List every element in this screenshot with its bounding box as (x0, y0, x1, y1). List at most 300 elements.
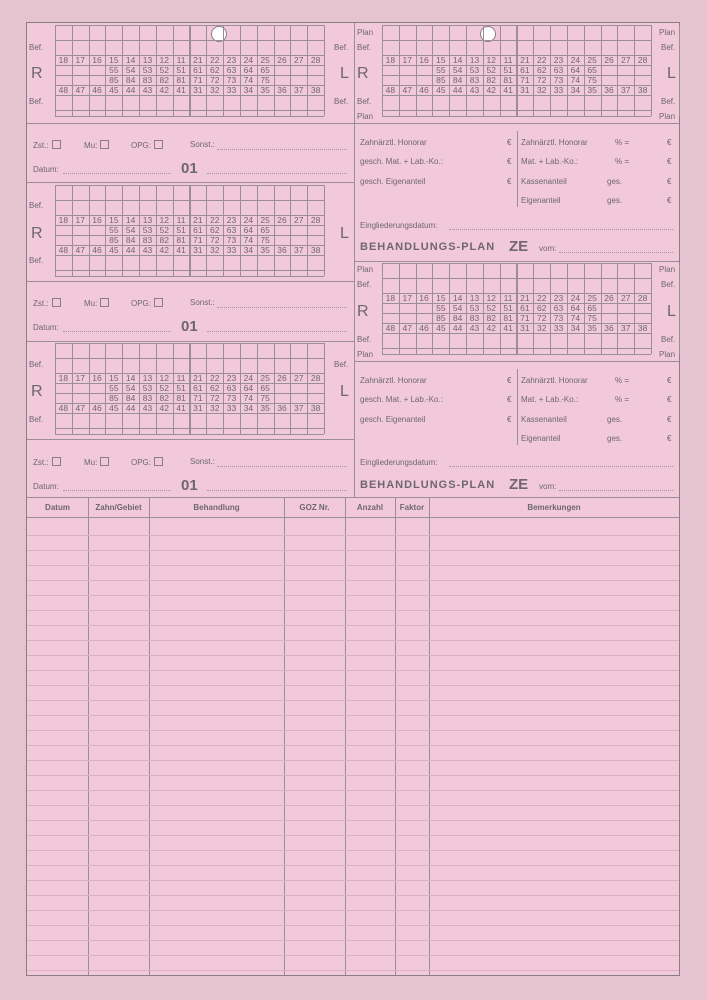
tooth-number[interactable]: 14 (125, 55, 136, 65)
tooth-number[interactable]: 71 (193, 75, 203, 85)
table-row[interactable] (27, 955, 679, 956)
tooth-number[interactable]: 62 (209, 383, 220, 393)
tooth-number[interactable]: 84 (452, 75, 463, 85)
tooth-number[interactable]: 52 (159, 225, 170, 235)
tooth-number[interactable]: 61 (193, 383, 203, 393)
tooth-number[interactable]: 31 (520, 85, 530, 95)
tooth-number[interactable]: 32 (536, 85, 547, 95)
tooth-number[interactable]: 65 (260, 65, 270, 75)
tooth-number[interactable]: 24 (243, 373, 254, 383)
tooth-number[interactable]: 51 (176, 383, 186, 393)
tooth-number[interactable]: 11 (176, 373, 186, 383)
tooth-number[interactable]: 44 (125, 403, 136, 413)
tooth-number[interactable]: 84 (125, 235, 136, 245)
tooth-number[interactable]: 15 (109, 55, 119, 65)
tooth-number[interactable]: 55 (436, 65, 446, 75)
tooth-number[interactable]: 71 (193, 235, 203, 245)
tooth-number[interactable]: 36 (277, 85, 287, 95)
tooth-number[interactable]: 43 (142, 403, 153, 413)
tooth-number[interactable]: 71 (193, 393, 203, 403)
tooth-number[interactable]: 81 (503, 313, 513, 323)
tooth-number[interactable]: 63 (553, 65, 564, 75)
tooth-number[interactable]: 16 (419, 55, 429, 65)
table-row[interactable] (27, 895, 679, 896)
tooth-number[interactable]: 85 (436, 75, 446, 85)
tooth-number[interactable]: 34 (243, 245, 254, 255)
tooth-number[interactable]: 15 (436, 293, 446, 303)
tooth-number[interactable]: 65 (587, 303, 597, 313)
tooth-number[interactable]: 63 (553, 303, 564, 313)
tooth-number[interactable]: 27 (621, 55, 631, 65)
tooth-number[interactable]: 73 (226, 75, 237, 85)
tooth-number[interactable]: 46 (92, 403, 102, 413)
tooth-number[interactable]: 35 (260, 245, 270, 255)
tooth-number[interactable]: 45 (109, 85, 119, 95)
tooth-number[interactable]: 41 (503, 323, 513, 333)
tooth-number[interactable]: 31 (520, 323, 530, 333)
tooth-number[interactable]: 48 (385, 323, 396, 333)
tooth-number[interactable]: 51 (503, 303, 513, 313)
tooth-number[interactable]: 33 (553, 85, 564, 95)
tooth-number[interactable]: 38 (310, 85, 321, 95)
tooth-number[interactable]: 18 (385, 55, 396, 65)
tooth-number[interactable]: 27 (621, 293, 631, 303)
table-row[interactable] (27, 640, 679, 641)
column-header-datum: Datum (45, 503, 70, 512)
tooth-number[interactable]: 12 (486, 293, 497, 303)
opg-checkbox[interactable] (154, 457, 163, 466)
tooth-number[interactable]: 61 (520, 65, 530, 75)
tooth-number[interactable]: 47 (75, 85, 85, 95)
tooth-number[interactable]: 13 (469, 55, 480, 65)
tooth-number[interactable]: 34 (570, 85, 581, 95)
tooth-number[interactable]: 25 (260, 55, 270, 65)
tooth-number[interactable]: 46 (92, 85, 102, 95)
tooth-number[interactable]: 12 (159, 215, 170, 225)
tooth-number[interactable]: 83 (469, 75, 480, 85)
tooth-number[interactable]: 55 (109, 65, 119, 75)
tooth-number[interactable]: 48 (58, 245, 69, 255)
table-row[interactable] (27, 805, 679, 806)
tooth-number[interactable]: 84 (125, 75, 136, 85)
tooth-number[interactable]: 48 (58, 85, 69, 95)
table-row[interactable] (27, 550, 679, 551)
tooth-number[interactable]: 45 (436, 323, 446, 333)
tooth-number[interactable]: 54 (125, 383, 136, 393)
tooth-number[interactable]: 48 (58, 403, 69, 413)
tooth-number[interactable]: 16 (92, 55, 102, 65)
tooth-number[interactable]: 44 (452, 323, 463, 333)
tooth-number[interactable]: 18 (58, 215, 69, 225)
table-row[interactable] (27, 925, 679, 926)
tooth-number[interactable]: 36 (604, 323, 614, 333)
tooth-number[interactable]: 11 (176, 215, 186, 225)
tooth-number[interactable]: 32 (536, 323, 547, 333)
tooth-number[interactable]: 43 (469, 85, 480, 95)
tooth-number[interactable]: 41 (176, 403, 186, 413)
tooth-number[interactable]: 16 (92, 373, 102, 383)
tooth-number[interactable]: 15 (436, 55, 446, 65)
tooth-number[interactable]: 75 (260, 235, 270, 245)
tooth-number[interactable]: 26 (277, 55, 287, 65)
tooth-number[interactable]: 41 (176, 245, 186, 255)
tooth-number[interactable]: 75 (587, 313, 597, 323)
tooth-number[interactable]: 73 (553, 313, 564, 323)
tooth-number[interactable]: 81 (176, 75, 186, 85)
tooth-number[interactable]: 65 (260, 383, 270, 393)
tooth-number[interactable]: 26 (277, 215, 287, 225)
tooth-number[interactable]: 21 (193, 373, 203, 383)
tooth-number[interactable]: 74 (570, 313, 581, 323)
tooth-number[interactable]: 54 (125, 65, 136, 75)
tooth-number[interactable]: 72 (209, 393, 220, 403)
tooth-number[interactable]: 22 (536, 55, 547, 65)
tooth-number[interactable]: 37 (294, 245, 304, 255)
tooth-number[interactable]: 72 (536, 313, 547, 323)
tooth-number[interactable]: 71 (520, 313, 530, 323)
tooth-number[interactable]: 31 (193, 85, 203, 95)
tooth-number[interactable]: 33 (226, 85, 237, 95)
tooth-number[interactable]: 82 (486, 75, 497, 85)
tooth-number[interactable]: 46 (92, 245, 102, 255)
tooth-number[interactable]: 17 (75, 215, 85, 225)
tooth-number[interactable]: 28 (310, 55, 321, 65)
tooth-number[interactable]: 33 (226, 245, 237, 255)
tooth-number[interactable]: 71 (520, 75, 530, 85)
tooth-number[interactable]: 34 (243, 85, 254, 95)
tooth-number[interactable]: 84 (125, 393, 136, 403)
tooth-number[interactable]: 42 (486, 323, 497, 333)
table-row[interactable] (27, 910, 679, 911)
tooth-number[interactable]: 55 (109, 383, 119, 393)
tooth-number[interactable]: 16 (92, 215, 102, 225)
tooth-number[interactable]: 17 (75, 55, 85, 65)
tooth-number[interactable]: 28 (310, 215, 321, 225)
tooth-number[interactable]: 62 (209, 65, 220, 75)
tooth-number[interactable]: 26 (277, 373, 287, 383)
tooth-number[interactable]: 22 (209, 215, 220, 225)
tooth-number[interactable]: 64 (243, 225, 254, 235)
tooth-number[interactable]: 42 (159, 85, 170, 95)
tooth-number[interactable]: 85 (109, 75, 119, 85)
tooth-number[interactable]: 14 (125, 215, 136, 225)
tooth-number[interactable]: 28 (310, 373, 321, 383)
tooth-number[interactable]: 34 (570, 323, 581, 333)
tooth-number[interactable]: 46 (419, 323, 429, 333)
tooth-number[interactable]: 35 (587, 85, 597, 95)
tooth-number[interactable]: 63 (226, 383, 237, 393)
tooth-number[interactable]: 28 (637, 55, 648, 65)
tooth-number[interactable]: 61 (520, 303, 530, 313)
tooth-number[interactable]: 64 (243, 65, 254, 75)
tooth-number[interactable]: 23 (226, 373, 237, 383)
zst-checkbox[interactable] (52, 140, 61, 149)
tooth-number[interactable]: 72 (536, 75, 547, 85)
tooth-number[interactable]: 82 (159, 393, 170, 403)
tooth-number[interactable]: 52 (159, 65, 170, 75)
tooth-number[interactable]: 64 (570, 65, 581, 75)
tooth-number[interactable]: 24 (570, 293, 581, 303)
table-row[interactable] (27, 730, 679, 731)
tooth-number[interactable]: 33 (226, 403, 237, 413)
table-row[interactable] (27, 595, 679, 596)
tooth-number[interactable]: 51 (503, 65, 513, 75)
tooth-number[interactable]: 34 (243, 403, 254, 413)
tooth-number[interactable]: 51 (176, 225, 186, 235)
tooth-number[interactable]: 83 (142, 393, 153, 403)
tooth-number[interactable]: 27 (294, 373, 304, 383)
tooth-number[interactable]: 73 (553, 75, 564, 85)
tooth-number[interactable]: 35 (260, 403, 270, 413)
tooth-number[interactable]: 55 (109, 225, 119, 235)
tooth-number[interactable]: 14 (452, 293, 463, 303)
table-row[interactable] (27, 655, 679, 656)
tooth-number[interactable]: 63 (226, 225, 237, 235)
tooth-number[interactable]: 47 (402, 323, 412, 333)
tooth-number[interactable]: 45 (109, 403, 119, 413)
tooth-number[interactable]: 51 (176, 65, 186, 75)
tooth-number[interactable]: 24 (243, 215, 254, 225)
tooth-number[interactable]: 25 (587, 293, 597, 303)
tooth-number[interactable]: 37 (294, 85, 304, 95)
tooth-number[interactable]: 43 (469, 323, 480, 333)
tooth-number[interactable]: 55 (436, 303, 446, 313)
tooth-number[interactable]: 21 (520, 293, 530, 303)
table-row[interactable] (27, 610, 679, 611)
tooth-number[interactable]: 75 (587, 75, 597, 85)
tooth-number[interactable]: 12 (159, 373, 170, 383)
tooth-number[interactable]: 17 (402, 293, 412, 303)
tooth-number[interactable]: 18 (385, 293, 396, 303)
tooth-number[interactable]: 45 (109, 245, 119, 255)
tooth-number[interactable]: 32 (209, 85, 220, 95)
tooth-number[interactable]: 61 (193, 65, 203, 75)
tooth-number[interactable]: 42 (486, 85, 497, 95)
tooth-number[interactable]: 11 (176, 55, 186, 65)
tooth-number[interactable]: 47 (75, 403, 85, 413)
table-row[interactable] (27, 835, 679, 836)
tooth-number[interactable]: 83 (142, 235, 153, 245)
tooth-number[interactable]: 54 (125, 225, 136, 235)
tooth-number[interactable]: 13 (142, 373, 153, 383)
tooth-number[interactable]: 75 (260, 75, 270, 85)
table-row[interactable] (27, 940, 679, 941)
tooth-number[interactable]: 18 (58, 55, 69, 65)
table-row[interactable] (27, 850, 679, 851)
tooth-number[interactable]: 85 (109, 235, 119, 245)
tooth-number[interactable]: 33 (553, 323, 564, 333)
tooth-number[interactable]: 52 (159, 383, 170, 393)
tooth-number[interactable]: 82 (486, 313, 497, 323)
tooth-number[interactable]: 53 (469, 303, 480, 313)
tooth-number[interactable]: 74 (243, 393, 254, 403)
table-row[interactable] (27, 820, 679, 821)
tooth-number[interactable]: 28 (637, 293, 648, 303)
tooth-number[interactable]: 62 (209, 225, 220, 235)
tooth-number[interactable]: 13 (469, 293, 480, 303)
table-row[interactable] (27, 625, 679, 626)
tooth-number[interactable]: 54 (452, 65, 463, 75)
tooth-number[interactable]: 38 (310, 403, 321, 413)
tooth-number[interactable]: 44 (125, 85, 136, 95)
table-row[interactable] (27, 760, 679, 761)
tooth-number[interactable]: 15 (109, 215, 119, 225)
tooth-number[interactable]: 82 (159, 75, 170, 85)
table-row[interactable] (27, 565, 679, 566)
tooth-number[interactable]: 81 (503, 75, 513, 85)
tooth-number[interactable]: 18 (58, 373, 69, 383)
tooth-number[interactable]: 47 (75, 245, 85, 255)
tooth-number[interactable]: 13 (142, 55, 153, 65)
table-row[interactable] (27, 745, 679, 746)
tooth-number[interactable]: 54 (452, 303, 463, 313)
table-row[interactable] (27, 685, 679, 686)
zst-checkbox[interactable] (52, 298, 61, 307)
tooth-number[interactable]: 21 (520, 55, 530, 65)
tooth-number[interactable]: 74 (243, 235, 254, 245)
tooth-number[interactable]: 35 (587, 323, 597, 333)
tooth-number[interactable]: 53 (469, 65, 480, 75)
table-row[interactable] (27, 700, 679, 701)
tooth-number[interactable]: 22 (209, 55, 220, 65)
mu-checkbox[interactable] (100, 457, 109, 466)
tooth-number[interactable]: 23 (553, 293, 564, 303)
tooth-number[interactable]: 62 (536, 65, 547, 75)
tooth-number[interactable]: 22 (536, 293, 547, 303)
tooth-number[interactable]: 11 (503, 55, 513, 65)
tooth-number[interactable]: 32 (209, 245, 220, 255)
tooth-number[interactable]: 37 (621, 85, 631, 95)
table-row[interactable] (27, 790, 679, 791)
tooth-number[interactable]: 73 (226, 235, 237, 245)
tooth-number[interactable]: 14 (452, 55, 463, 65)
tooth-number[interactable]: 74 (243, 75, 254, 85)
tooth-number[interactable]: 41 (176, 85, 186, 95)
tooth-number[interactable]: 17 (402, 55, 412, 65)
tooth-number[interactable]: 46 (419, 85, 429, 95)
tooth-number[interactable]: 65 (260, 225, 270, 235)
tooth-number[interactable]: 14 (125, 373, 136, 383)
tooth-number[interactable]: 21 (193, 215, 203, 225)
table-row[interactable] (27, 880, 679, 881)
tooth-number[interactable]: 17 (75, 373, 85, 383)
tooth-number[interactable]: 52 (486, 303, 497, 313)
tooth-number[interactable]: 22 (209, 373, 220, 383)
tooth-number[interactable]: 11 (503, 293, 513, 303)
tooth-number[interactable]: 38 (310, 245, 321, 255)
table-row[interactable] (27, 670, 679, 671)
tooth-number[interactable]: 53 (142, 225, 153, 235)
tooth-number[interactable]: 37 (294, 403, 304, 413)
tooth-number[interactable]: 47 (402, 85, 412, 95)
tooth-number[interactable]: 64 (570, 303, 581, 313)
opg-checkbox[interactable] (154, 298, 163, 307)
table-row[interactable] (27, 865, 679, 866)
tooth-number[interactable]: 25 (260, 373, 270, 383)
tooth-number[interactable]: 43 (142, 245, 153, 255)
tooth-number[interactable]: 62 (536, 303, 547, 313)
tooth-number[interactable]: 31 (193, 403, 203, 413)
mu-checkbox[interactable] (100, 140, 109, 149)
tooth-number[interactable]: 35 (260, 85, 270, 95)
tooth-number[interactable]: 38 (637, 323, 648, 333)
tooth-number[interactable]: 24 (243, 55, 254, 65)
tooth-number[interactable]: 75 (260, 393, 270, 403)
tooth-number[interactable]: 83 (142, 75, 153, 85)
tooth-number[interactable]: 23 (226, 55, 237, 65)
tooth-number[interactable]: 85 (436, 313, 446, 323)
tooth-number[interactable]: 27 (294, 215, 304, 225)
tooth-number[interactable]: 37 (621, 323, 631, 333)
tooth-number[interactable]: 45 (436, 85, 446, 95)
tooth-number[interactable]: 81 (176, 393, 186, 403)
tooth-number[interactable]: 52 (486, 65, 497, 75)
tooth-number[interactable]: 23 (553, 55, 564, 65)
table-row[interactable] (27, 715, 679, 716)
tooth-number[interactable]: 12 (159, 55, 170, 65)
table-row[interactable] (27, 775, 679, 776)
tooth-number[interactable]: 25 (260, 215, 270, 225)
tooth-number[interactable]: 64 (243, 383, 254, 393)
tooth-number[interactable]: 73 (226, 393, 237, 403)
tooth-number[interactable]: 23 (226, 215, 237, 225)
mu-checkbox[interactable] (100, 298, 109, 307)
tooth-number[interactable]: 63 (226, 65, 237, 75)
tooth-number[interactable]: 53 (142, 383, 153, 393)
tooth-number[interactable]: 31 (193, 245, 203, 255)
tooth-number[interactable]: 25 (587, 55, 597, 65)
tooth-number[interactable]: 72 (209, 75, 220, 85)
tooth-number[interactable]: 36 (277, 245, 287, 255)
tooth-number[interactable]: 15 (109, 373, 119, 383)
table-row[interactable] (27, 580, 679, 581)
tooth-number[interactable]: 26 (604, 293, 614, 303)
tooth-number[interactable]: 16 (419, 293, 429, 303)
tooth-number[interactable]: 42 (159, 403, 170, 413)
tooth-number[interactable]: 36 (277, 403, 287, 413)
tooth-number[interactable]: 43 (142, 85, 153, 95)
tooth-number[interactable]: 82 (159, 235, 170, 245)
tooth-number[interactable]: 36 (604, 85, 614, 95)
tooth-number[interactable]: 12 (486, 55, 497, 65)
tooth-number[interactable]: 27 (294, 55, 304, 65)
tooth-number[interactable]: 38 (637, 85, 648, 95)
tooth-number[interactable]: 13 (142, 215, 153, 225)
table-row[interactable] (27, 970, 679, 971)
tooth-number[interactable]: 44 (125, 245, 136, 255)
tooth-number[interactable]: 72 (209, 235, 220, 245)
tooth-number[interactable]: 83 (469, 313, 480, 323)
tooth-number[interactable]: 21 (193, 55, 203, 65)
tooth-number[interactable]: 81 (176, 235, 186, 245)
tooth-number[interactable]: 53 (142, 65, 153, 75)
tooth-number[interactable]: 48 (385, 85, 396, 95)
zst-checkbox[interactable] (52, 457, 61, 466)
tooth-number[interactable]: 61 (193, 225, 203, 235)
table-row[interactable] (27, 535, 679, 536)
tooth-number[interactable]: 84 (452, 313, 463, 323)
tooth-number[interactable]: 74 (570, 75, 581, 85)
tooth-number[interactable]: 24 (570, 55, 581, 65)
tooth-number[interactable]: 41 (503, 85, 513, 95)
tooth-number[interactable]: 26 (604, 55, 614, 65)
tooth-number[interactable]: 85 (109, 393, 119, 403)
tooth-number[interactable]: 44 (452, 85, 463, 95)
opg-checkbox[interactable] (154, 140, 163, 149)
tooth-number[interactable]: 65 (587, 65, 597, 75)
tooth-number[interactable]: 42 (159, 245, 170, 255)
tooth-number[interactable]: 32 (209, 403, 220, 413)
